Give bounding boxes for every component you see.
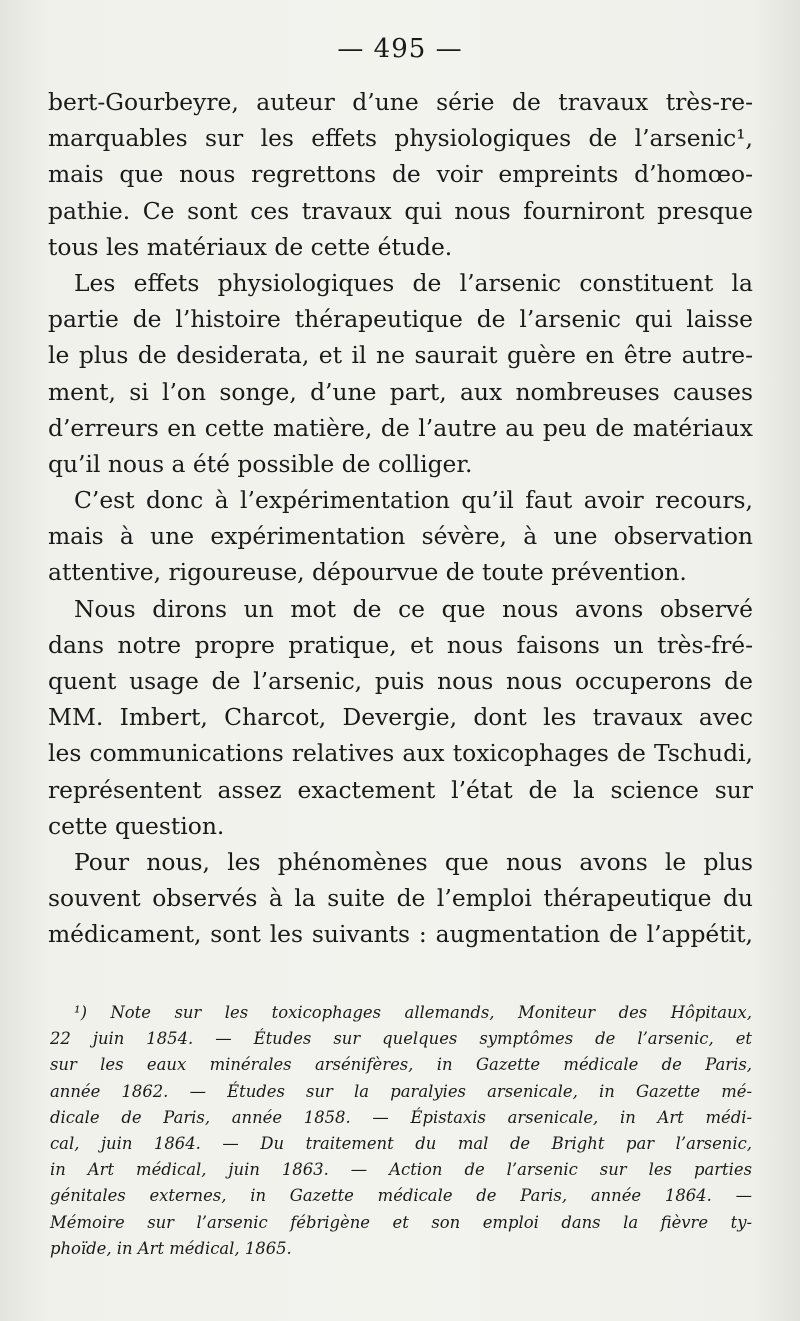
text-line: MM. Imbert, Charcot, Devergie, dont les travaux avec xyxy=(48,703,753,732)
text-line: représentent assez exactement l’état de la science sur xyxy=(48,775,753,804)
paragraph xyxy=(48,84,753,265)
text-line: C’est donc à l’expérimentation qu’il faut avoir recours, xyxy=(74,486,753,515)
footnote-line: dicale de Paris, année 1858. — Épistaxis arsenicale, in Art médi- xyxy=(50,1107,752,1127)
text-line: qu’il nous a été possible de colliger. xyxy=(48,449,473,478)
page-number: — 495 — xyxy=(337,34,463,64)
text-line: partie de l’histoire thérapeutique de l’arsenic qui laisse xyxy=(48,305,753,334)
text-line: tous les matériaux de cette étude. xyxy=(48,232,453,261)
text-line: marquables sur les effets physiologiques de l’arsenic¹, xyxy=(48,124,753,153)
text-line: le plus de desiderata, et il ne saurait guère en être autre- xyxy=(48,341,753,370)
body-text xyxy=(48,84,753,953)
footnote-line: cal, juin 1864. — Du traitement du mal de Bright par l’arsenic, xyxy=(50,1133,752,1153)
text-line: médicament, sont les suivants : augmentation de l’appétit, xyxy=(48,920,753,949)
paragraph xyxy=(48,844,753,953)
footnote-line: 22 juin 1854. — Études sur quelques symptômes de l’arsenic, et xyxy=(50,1029,752,1049)
text-line: mais que nous regrettons de voir empreints d’homœo- xyxy=(48,160,753,189)
paragraph xyxy=(48,482,753,591)
footnote-line: phoïde, in Art médical, 1865. xyxy=(50,1238,292,1258)
text-line: dans notre propre pratique, et nous faisons un très-fré- xyxy=(48,630,753,659)
footnote-line: in Art médical, juin 1863. — Action de l’arsenic sur les parties xyxy=(50,1160,752,1180)
paragraph xyxy=(48,591,753,844)
footnote-line: Mémoire sur l’arsenic fébrigène et son emploi dans la fièvre ty- xyxy=(50,1212,752,1232)
text-line: quent usage de l’arsenic, puis nous nous occuperons de xyxy=(48,667,753,695)
footnote-line: génitales externes, in Gazette médicale de Paris, année 1864. — xyxy=(50,1186,752,1206)
text-line: les communications relatives aux toxicophages de Tschudi, xyxy=(48,739,753,768)
footnote-line: sur les eaux minérales arsénifères, in Gazette médicale de Paris, xyxy=(50,1055,752,1075)
paragraph xyxy=(48,265,753,482)
text-line: Les effets physiologiques de l’arsenic constituent la xyxy=(74,268,753,297)
text-line: Pour nous, les phénomènes que nous avons le plus xyxy=(74,847,753,876)
text-line: attentive, rigoureuse, dépourvue de toute prévention. xyxy=(48,558,687,587)
text-line: ment, si l’on songe, d’une part, aux nombreuses causes xyxy=(48,377,753,406)
text-line: d’erreurs en cette matière, de l’autre au peu de matériaux xyxy=(48,413,753,442)
text-line: cette question. xyxy=(48,811,225,840)
text-line: bert-Gourbeyre, auteur d’une série de travaux très-re- xyxy=(48,88,753,116)
text-line: pathie. Ce sont ces travaux qui nous fourniront presque xyxy=(48,196,753,225)
footnote xyxy=(50,1000,752,1262)
text-line: souvent observés à la suite de l’emploi thérapeutique du xyxy=(48,884,753,913)
footnote-line: ¹) Note sur les toxicophages allemands, Moniteur des Hôpitaux, xyxy=(74,1003,752,1022)
footnote-line: année 1862. — Études sur la paralyies arsenicale, in Gazette mé- xyxy=(50,1081,752,1101)
text-line: mais à une expérimentation sévère, à une observation xyxy=(48,522,753,551)
text-line: Nous dirons un mot de ce que nous avons observé xyxy=(74,594,753,623)
